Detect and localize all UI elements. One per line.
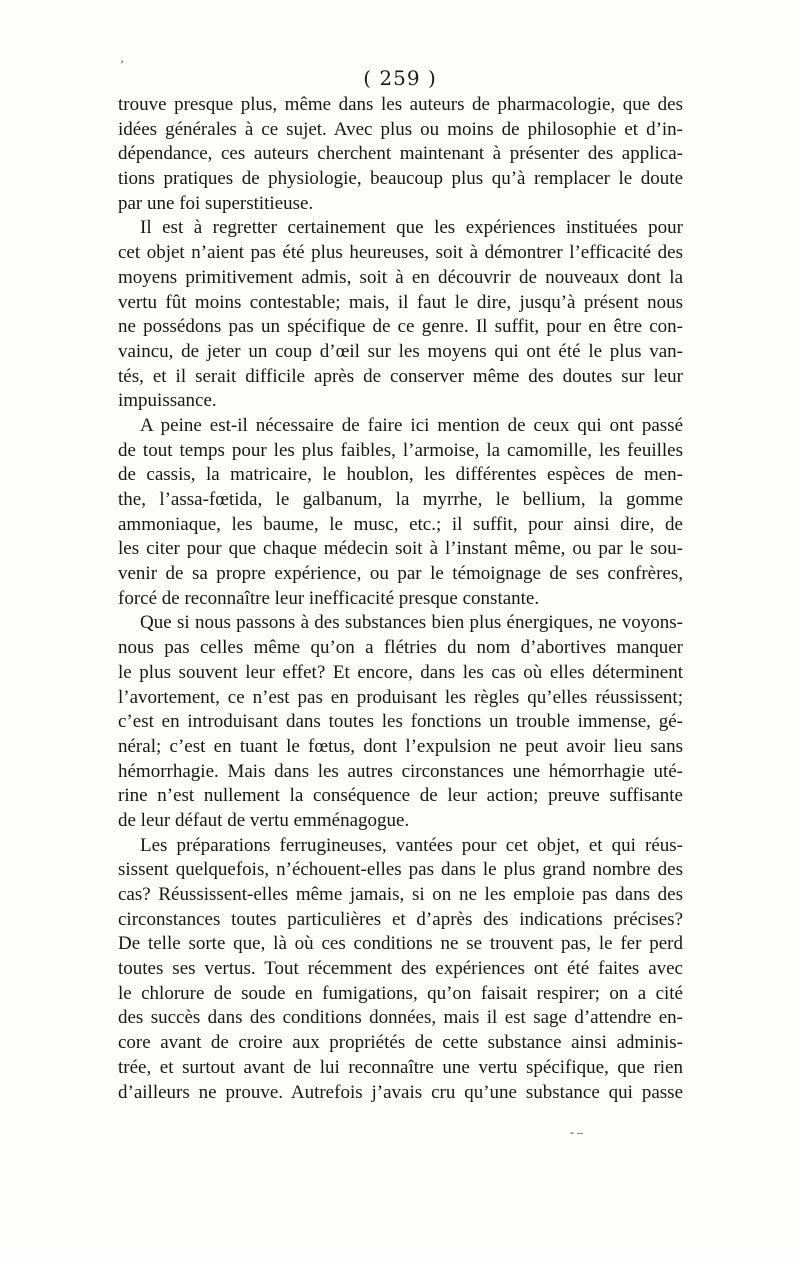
text-line: néral; c’est en tuant le fœtus, dont l’expulsion ne peut avoir lieu sans — [118, 735, 683, 757]
text-line: c’est en introduisant dans toutes les fonctions un trouble immense, gé- — [118, 711, 683, 733]
text-line: ne possédons pas un spécifique de ce genre. Il suffit, pour en être con- — [118, 316, 683, 338]
text-line: trouve presque plus, même dans les auteurs de pharmacologie, que des — [118, 94, 683, 115]
text-line: De telle sorte que, là où ces conditions ne se trouvent pas, le fer perd — [118, 933, 683, 955]
paragraph — [118, 611, 683, 833]
text-line: tés, et il serait difficile après de conserver même des doutes sur leur — [118, 365, 683, 387]
text-line: moyens primitivement admis, soit à en découvrir de nouveaux dont la — [118, 266, 683, 288]
page-number: ( 259 ) — [363, 66, 437, 90]
text-line: le chlorure de soude en fumigations, qu’on faisait respirer; on a cité — [118, 982, 683, 1004]
corner-mark: ’ — [120, 57, 124, 71]
text-line: the, l’assa-fœtida, le galbanum, la myrrhe, le bellium, la gomme — [118, 489, 683, 510]
body-text — [118, 93, 683, 1105]
text-line: circonstances toutes particulières et d’après des indications précises? — [118, 908, 683, 930]
text-line: le plus souvent leur effet? Et encore, dans les cas où elles déterminent — [118, 661, 683, 683]
text-line: Que si nous passons à des substances bien plus énergiques, ne voyons- — [140, 612, 683, 634]
text-line: venir de sa propre expérience, ou par le témoignage de ses confrères, — [118, 563, 683, 585]
text-line: idées générales à ce sujet. Avec plus ou moins de philosophie et d’in- — [118, 118, 683, 140]
paragraph — [118, 216, 683, 414]
text-line: de tout temps pour les plus faibles, l’armoise, la camomille, les feuilles — [118, 439, 683, 461]
text-line: par une foi superstitieuse. — [118, 192, 314, 214]
catchword: - – — [570, 1125, 583, 1139]
text-line: nous pas celles même qu’on a flétries du nom d’abortives manquer — [118, 637, 683, 659]
text-line: impuissance. — [118, 390, 217, 412]
text-line: vaincu, de jeter un coup d’œil sur les moyens qui ont été le plus van- — [118, 340, 683, 362]
text-line: tions pratiques de physiologie, beaucoup plus qu’à remplacer le doute — [118, 168, 683, 190]
text-line: sissent quelquefois, n’échouent-elles pas dans le plus grand nombre des — [118, 859, 683, 881]
text-line: l’avortement, ce n’est pas en produisant les règles qu’elles réussissent; — [118, 686, 683, 708]
text-line: forcé de reconnaître leur inefficacité presque constante. — [118, 587, 540, 609]
paragraph — [118, 93, 683, 216]
text-line: A peine est-il nécessaire de faire ici mention de ceux qui ont passé — [140, 414, 683, 436]
text-line: des succès dans des conditions données, mais il est sage d’attendre en- — [118, 1007, 683, 1029]
text-line: core avant de croire aux propriétés de cette substance ainsi adminis- — [118, 1032, 683, 1054]
paragraph — [118, 414, 683, 612]
text-line: dépendance, ces auteurs cherchent maintenant à présenter des applica- — [118, 143, 683, 165]
text-line: les citer pour que chaque médecin soit à l’instant même, ou par le sou- — [118, 538, 683, 560]
text-line: toutes ses vertus. Tout récemment des expériences ont été faites avec — [118, 958, 683, 980]
text-line: trée, et surtout avant de lui reconnaître une vertu spécifique, que rien — [118, 1056, 683, 1078]
text-line: rine n’est nullement la conséquence de leur action; preuve suffisante — [118, 785, 683, 807]
text-line: hémorrhagie. Mais dans les autres circonstances une hémorrhagie uté- — [118, 760, 683, 782]
text-line: vertu fût moins contestable; mais, il faut le dire, jusqu’à présent nous — [118, 291, 683, 313]
text-line: cet objet n’aient pas été plus heureuses, soit à démontrer l’efficacité des — [118, 242, 683, 264]
text-line: d’ailleurs ne prouve. Autrefois j’avais cru qu’une substance qui passe — [118, 1081, 683, 1103]
text-line: cas? Réussissent-elles même jamais, si on ne les emploie pas dans des — [118, 884, 683, 905]
paragraph — [118, 834, 683, 1106]
text-line: Les préparations ferrugineuses, vantées pour cet objet, et qui réus- — [140, 834, 683, 856]
text-line: ammoniaque, les baume, le musc, etc.; il suffit, pour ainsi dire, de — [118, 513, 683, 535]
text-line: Il est à regretter certainement que les expériences instituées pour — [140, 217, 683, 239]
text-line: de cassis, la matricaire, le houblon, les différentes espèces de men- — [118, 464, 683, 486]
text-line: de leur défaut de vertu emménagogue. — [118, 809, 410, 831]
